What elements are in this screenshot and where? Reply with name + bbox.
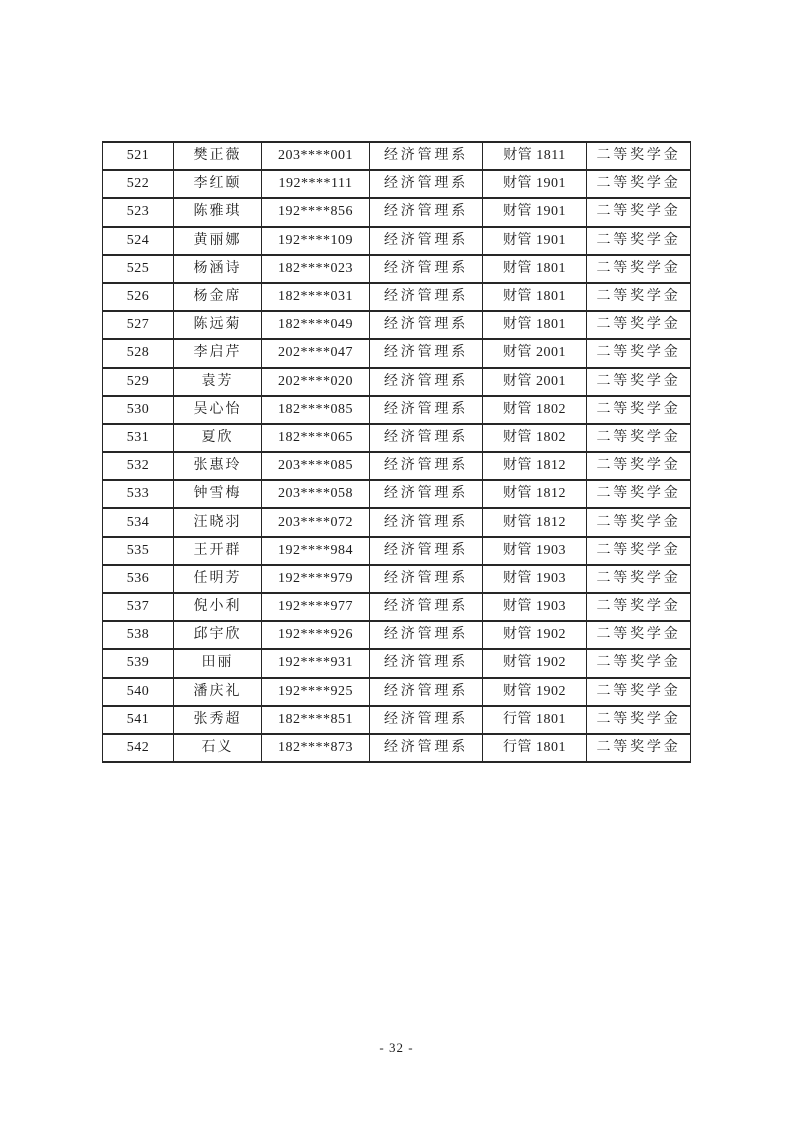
table-row [103,227,691,255]
table-row [103,396,691,424]
award-cell: 二等奖学金 [587,537,691,565]
row-number-cell: 530 [103,396,174,424]
student-id-cell: 182****023 [262,255,370,283]
table-row [103,424,691,452]
class-cell: 财管 1901 [483,170,587,198]
row-number-cell: 525 [103,255,174,283]
department-cell: 经济管理系 [370,227,483,255]
class-cell: 财管 1801 [483,283,587,311]
row-number-cell: 532 [103,452,174,480]
row-number-cell: 541 [103,706,174,734]
student-name-cell: 田丽 [174,649,262,677]
student-id-cell: 202****047 [262,339,370,367]
row-number-cell: 524 [103,227,174,255]
student-id-cell: 192****931 [262,649,370,677]
student-id-cell: 192****977 [262,593,370,621]
student-name-cell: 陈雅琪 [174,198,262,226]
department-cell: 经济管理系 [370,508,483,536]
class-cell: 财管 2001 [483,368,587,396]
award-cell: 二等奖学金 [587,198,691,226]
row-number-cell: 527 [103,311,174,339]
class-cell: 行管 1801 [483,706,587,734]
student-name-cell: 张惠玲 [174,452,262,480]
table-row [103,368,691,396]
student-id-cell: 182****031 [262,283,370,311]
department-cell: 经济管理系 [370,480,483,508]
table-row [103,452,691,480]
department-cell: 经济管理系 [370,649,483,677]
row-number-cell: 540 [103,678,174,706]
student-name-cell: 陈远菊 [174,311,262,339]
student-name-cell: 张秀超 [174,706,262,734]
class-cell: 财管 1901 [483,227,587,255]
student-name-cell: 杨金席 [174,283,262,311]
department-cell: 经济管理系 [370,283,483,311]
row-number-cell: 523 [103,198,174,226]
award-cell: 二等奖学金 [587,593,691,621]
row-number-cell: 538 [103,621,174,649]
row-number-cell: 522 [103,170,174,198]
student-name-cell: 王开群 [174,537,262,565]
department-cell: 经济管理系 [370,734,483,762]
award-cell: 二等奖学金 [587,565,691,593]
department-cell: 经济管理系 [370,452,483,480]
class-cell: 财管 1903 [483,565,587,593]
award-cell: 二等奖学金 [587,621,691,649]
student-id-cell: 202****020 [262,368,370,396]
student-id-cell: 182****065 [262,424,370,452]
student-name-cell: 夏欣 [174,424,262,452]
student-name-cell: 黄丽娜 [174,227,262,255]
student-name-cell: 李红颐 [174,170,262,198]
row-number-cell: 526 [103,283,174,311]
class-cell: 财管 1802 [483,424,587,452]
table-body [103,142,691,762]
student-id-cell: 192****979 [262,565,370,593]
award-cell: 二等奖学金 [587,142,691,170]
table-row [103,142,691,170]
department-cell: 经济管理系 [370,537,483,565]
row-number-cell: 528 [103,339,174,367]
table-row [103,283,691,311]
table-row [103,311,691,339]
award-cell: 二等奖学金 [587,706,691,734]
class-cell: 财管 1801 [483,255,587,283]
student-name-cell: 汪晓羽 [174,508,262,536]
award-cell: 二等奖学金 [587,311,691,339]
student-id-cell: 182****085 [262,396,370,424]
row-number-cell: 534 [103,508,174,536]
table-row [103,508,691,536]
class-cell: 财管 1812 [483,452,587,480]
table-row [103,255,691,283]
department-cell: 经济管理系 [370,706,483,734]
student-name-cell: 杨涵诗 [174,255,262,283]
page-number: - 32 - [379,1040,414,1055]
department-cell: 经济管理系 [370,396,483,424]
row-number-cell: 521 [103,142,174,170]
award-cell: 二等奖学金 [587,508,691,536]
award-cell: 二等奖学金 [587,734,691,762]
class-cell: 财管 1812 [483,480,587,508]
class-cell: 财管 1903 [483,593,587,621]
award-cell: 二等奖学金 [587,424,691,452]
class-cell: 行管 1801 [483,734,587,762]
row-number-cell: 531 [103,424,174,452]
student-id-cell: 203****001 [262,142,370,170]
table-row [103,170,691,198]
class-cell: 财管 1802 [483,396,587,424]
student-name-cell: 任明芳 [174,565,262,593]
table-row [103,593,691,621]
department-cell: 经济管理系 [370,311,483,339]
department-cell: 经济管理系 [370,198,483,226]
department-cell: 经济管理系 [370,593,483,621]
department-cell: 经济管理系 [370,170,483,198]
department-cell: 经济管理系 [370,678,483,706]
class-cell: 财管 1901 [483,198,587,226]
row-number-cell: 533 [103,480,174,508]
award-cell: 二等奖学金 [587,480,691,508]
department-cell: 经济管理系 [370,565,483,593]
student-name-cell: 倪小利 [174,593,262,621]
award-cell: 二等奖学金 [587,170,691,198]
award-cell: 二等奖学金 [587,283,691,311]
student-name-cell: 潘庆礼 [174,678,262,706]
class-cell: 财管 1811 [483,142,587,170]
table-row [103,649,691,677]
row-number-cell: 536 [103,565,174,593]
row-number-cell: 535 [103,537,174,565]
student-name-cell: 李启芹 [174,339,262,367]
department-cell: 经济管理系 [370,255,483,283]
award-cell: 二等奖学金 [587,368,691,396]
student-id-cell: 192****111 [262,170,370,198]
class-cell: 财管 1903 [483,537,587,565]
class-cell: 财管 2001 [483,339,587,367]
award-cell: 二等奖学金 [587,452,691,480]
student-name-cell: 吴心怡 [174,396,262,424]
class-cell: 财管 1902 [483,678,587,706]
table-row [103,565,691,593]
student-id-cell: 192****926 [262,621,370,649]
award-cell: 二等奖学金 [587,227,691,255]
class-cell: 财管 1902 [483,621,587,649]
award-cell: 二等奖学金 [587,255,691,283]
student-id-cell: 192****856 [262,198,370,226]
department-cell: 经济管理系 [370,142,483,170]
table-row [103,537,691,565]
department-cell: 经济管理系 [370,621,483,649]
student-id-cell: 182****851 [262,706,370,734]
class-cell: 财管 1801 [483,311,587,339]
table-row [103,480,691,508]
class-cell: 财管 1902 [483,649,587,677]
scholarship-table [102,141,691,763]
student-id-cell: 182****049 [262,311,370,339]
student-id-cell: 192****109 [262,227,370,255]
department-cell: 经济管理系 [370,339,483,367]
student-id-cell: 192****925 [262,678,370,706]
table-row [103,621,691,649]
student-id-cell: 203****072 [262,508,370,536]
student-name-cell: 袁芳 [174,368,262,396]
student-id-cell: 182****873 [262,734,370,762]
row-number-cell: 542 [103,734,174,762]
table-row [103,706,691,734]
award-cell: 二等奖学金 [587,339,691,367]
student-id-cell: 203****058 [262,480,370,508]
department-cell: 经济管理系 [370,424,483,452]
student-id-cell: 203****085 [262,452,370,480]
award-cell: 二等奖学金 [587,396,691,424]
student-name-cell: 樊正薇 [174,142,262,170]
table-row [103,678,691,706]
student-id-cell: 192****984 [262,537,370,565]
table-row [103,198,691,226]
table-row [103,339,691,367]
student-name-cell: 邱宇欣 [174,621,262,649]
row-number-cell: 537 [103,593,174,621]
award-cell: 二等奖学金 [587,678,691,706]
class-cell: 财管 1812 [483,508,587,536]
row-number-cell: 539 [103,649,174,677]
student-name-cell: 钟雪梅 [174,480,262,508]
table-row [103,734,691,762]
row-number-cell: 529 [103,368,174,396]
student-name-cell: 石义 [174,734,262,762]
award-cell: 二等奖学金 [587,649,691,677]
department-cell: 经济管理系 [370,368,483,396]
